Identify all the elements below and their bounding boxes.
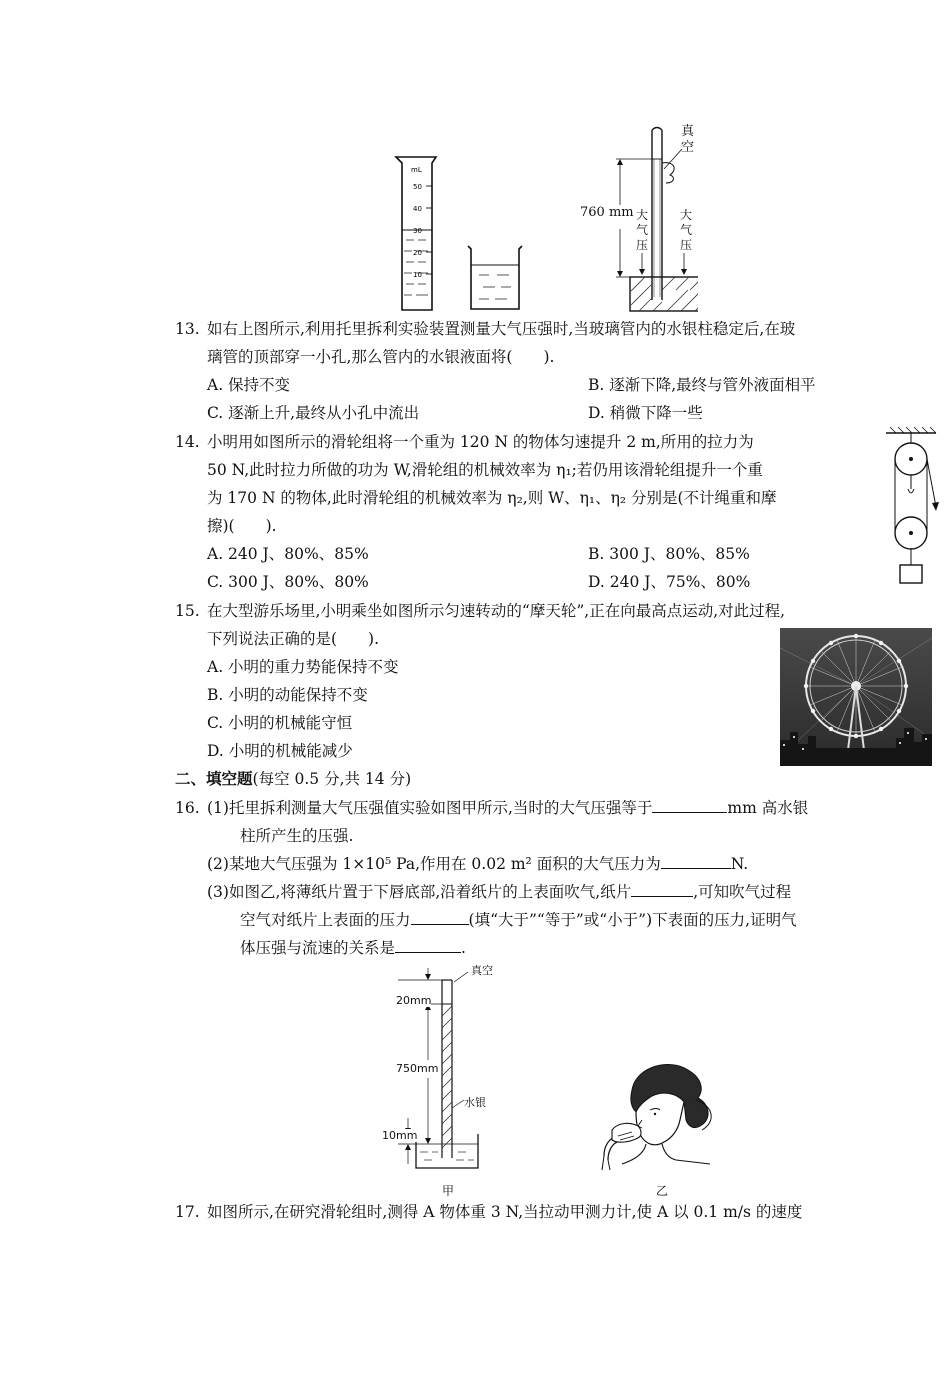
q16-p1-unit: mm 高水银 [727,799,809,817]
q14-line3: 为 170 N 的物体,此时滑轮组的机械效率为 η₂,则 W、η₁、η₂ 分别是(不计绳重和摩 [207,489,777,507]
q14-option-b: B. 300 J、80%、85% [588,545,750,563]
q16-part1-line2: 柱所产生的压强. [240,827,354,845]
q16-part2 [207,853,748,875]
q16-number: 16. [175,799,200,817]
q15-line2: 下列说法正确的是( ). [207,630,380,648]
q16-p3-text-b: ,可知吹气过程 [693,883,792,901]
q13-option-d: D. 稍微下降一些 [588,404,703,422]
q15-line1: 在大型游乐场里,小明乘坐如图所示匀速转动的“摩天轮”,正在向最高点运动,对此过程, [207,602,786,620]
q16-part3-line2 [240,909,797,931]
cylinder-tick: 30 [413,227,422,235]
cylinder-tick: 40 [413,205,422,213]
beaker-figure [465,243,525,313]
q14-option-d: D. 240 J、75%、80% [588,573,751,591]
q13-option-b: B. 逐渐下降,最终与管外液面相平 [588,376,816,394]
section2-title: 二、填空题 [175,769,253,788]
graduated-cylinder-figure [392,155,440,313]
h10-label: 10mm [382,1129,418,1142]
q16-blank-1[interactable] [652,798,727,813]
q16-p2-unit: N. [730,855,749,873]
q16-p3-text-f: . [461,939,466,957]
h750-label: 750mm [396,1062,439,1075]
q16-p2-text: (2)某地大气压强为 1×10⁵ Pa,作用在 0.02 m² 面积的大气压力为 [207,855,661,873]
q16-part3-line1 [207,881,791,903]
q14-line4: 擦)( ). [207,517,277,535]
h20-label: 20mm [396,994,432,1007]
figure-jia-caption: 甲 [442,1184,455,1198]
q15-option-d: D. 小明的机械能减少 [207,742,353,760]
q16-p3-text-e: 体压强与流速的关系是 [240,939,396,957]
q17-line1: 如图所示,在研究滑轮组时,测得 A 物体重 3 N,当拉动甲测力计,使 A 以 0.1 m/s 的速度 [207,1203,803,1221]
q16-blank-2[interactable] [661,854,731,869]
mercury-label: 水银 [464,1096,486,1109]
cylinder-unit: mL [411,166,422,174]
section2-heading [175,768,411,790]
figure-yi-caption: 乙 [656,1184,669,1198]
q16-p3-text-c: 空气对纸片上表面的压力 [240,911,411,929]
q15-option-b: B. 小明的动能保持不变 [207,686,368,704]
q14-option-c: C. 300 J、80%、80% [207,573,369,591]
q14-number: 14. [175,433,200,451]
q15-option-c: C. 小明的机械能守恒 [207,714,353,732]
q14-line2: 50 N,此时拉力所做的功为 W,滑轮组的机械效率为 η₁;若仍用该滑轮组提升一个重 [207,461,763,479]
height-760-label: 760 mm [580,205,634,220]
atm-pressure-left-label: 大气压 [636,208,649,252]
q15-option-a: A. 小明的重力势能保持不变 [207,658,399,676]
q13-option-c: C. 逐渐上升,最终从小孔中流出 [207,404,420,422]
q16-p1-text: (1)托里拆利测量大气压强值实验如图甲所示,当时的大气压强等于 [207,799,653,817]
q16-blank-3[interactable] [631,882,693,897]
cylinder-tick: 50 [413,183,422,191]
ferris-wheel-photo [780,628,932,766]
q16-part3-line3 [240,937,466,959]
q16-part1-line1 [207,797,808,819]
vacuum-label-jia: 真空 [471,964,493,977]
pulley-system-figure [882,427,940,587]
q13-number: 13. [175,320,200,338]
q16-blank-5[interactable] [395,938,461,953]
cylinder-tick: 10 [413,271,422,279]
q16-p3-text-d: (填“大于”“等于”或“小于”)下表面的压力,证明气 [468,911,797,929]
q14-line1: 小明用如图所示的滑轮组将一个重为 120 N 的物体匀速提升 2 m,所用的拉力为 [207,433,754,451]
q16-blank-4[interactable] [411,910,469,925]
vacuum-label-top: 真空 [681,124,695,155]
cylinder-tick: 20 [413,249,422,257]
atm-pressure-right-label: 大气压 [680,208,693,252]
q16-p3-text-a: (3)如图乙,将薄纸片置于下唇底部,沿着纸片的上表面吹气,纸片 [207,883,632,901]
figure-yi-blowing-paper [592,1060,730,1172]
q15-number: 15. [175,602,200,620]
q17-number: 17. [175,1203,200,1221]
q13-option-a: A. 保持不变 [207,376,291,394]
section2-note: (每空 0.5 分,共 14 分) [252,770,412,788]
q13-line2: 璃管的顶部穿一小孔,那么管内的水银液面将( ). [207,348,555,366]
q14-option-a: A. 240 J、80%、85% [207,545,369,563]
q13-line1: 如右上图所示,利用托里拆利实验装置测量大气压强时,当玻璃管内的水银柱稳定后,在玻 [207,320,796,338]
